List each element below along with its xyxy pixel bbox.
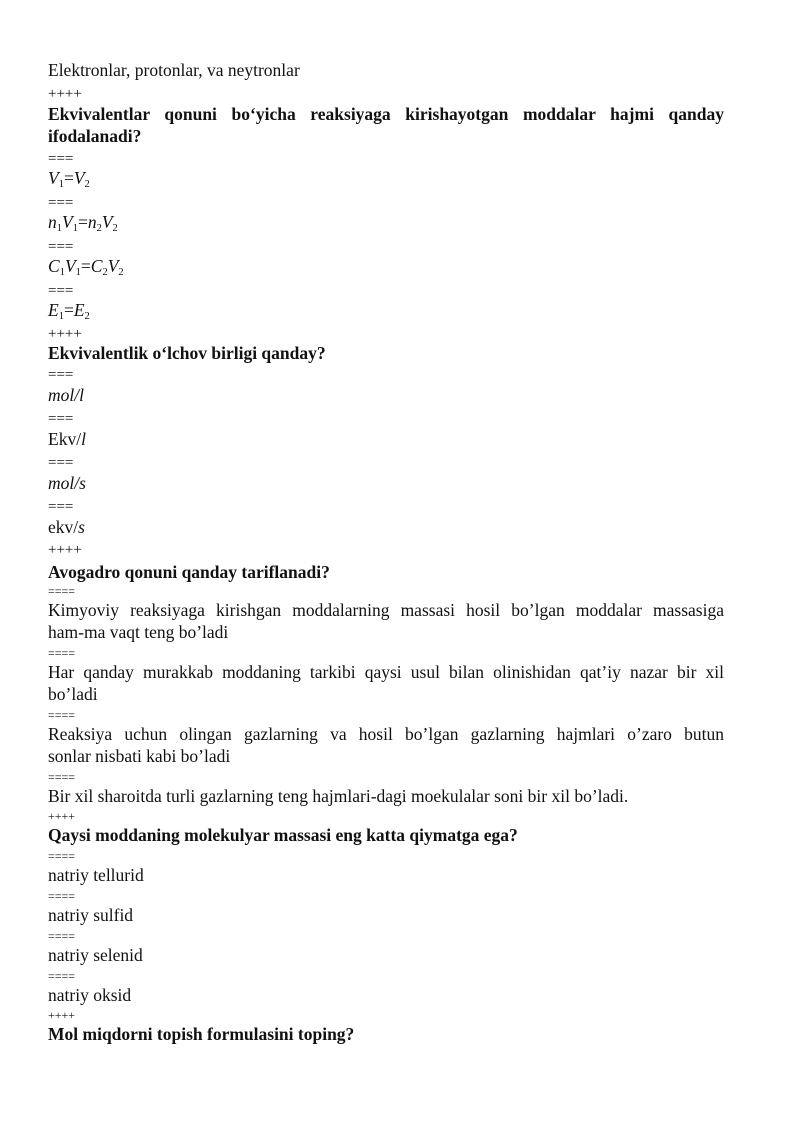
formula-part: V [62, 212, 73, 232]
formula-subscript: 2 [96, 223, 102, 234]
formula-part: C [90, 256, 103, 276]
answer-text: natriy tellurid [48, 865, 144, 885]
answer-text: mol/s [48, 473, 86, 493]
formula-part: V [64, 256, 76, 276]
answer-text: natriy sulfid [48, 905, 134, 925]
formula-part: n [87, 212, 97, 232]
question-text: Avogadro qonuni qanday tariflanadi? [48, 562, 330, 582]
separator: ==== [48, 708, 76, 722]
separator: ==== [48, 849, 76, 863]
separator: ==== [48, 646, 76, 660]
formula [48, 255, 724, 277]
answer-part: s [78, 517, 85, 537]
answer-text: ham-ma vaqt teng bo’ladi [48, 622, 229, 642]
formula-equals: = [77, 212, 88, 232]
formula-part: E [48, 300, 59, 320]
formula-subscript: 2 [112, 223, 118, 234]
formula-part: V [107, 256, 119, 276]
question-text: ifodalanadi? [48, 126, 142, 146]
separator: === [48, 411, 74, 427]
separator: ==== [48, 889, 76, 903]
formula-subscript: 1 [58, 311, 64, 322]
separator: ==== [48, 584, 76, 598]
answer-text: bo’ladi [48, 684, 98, 704]
separator: === [48, 151, 74, 167]
formula-subscript: 1 [59, 267, 65, 278]
answer-text [48, 516, 724, 538]
separator: === [48, 499, 74, 515]
formula-part: V [48, 168, 59, 188]
separator: ++++ [48, 86, 82, 102]
formula-part: n [48, 212, 57, 232]
formula-subscript: 1 [75, 267, 81, 278]
formula-subscript: 2 [84, 179, 90, 190]
answer-part: l [81, 429, 86, 449]
answer-text: mol/l [48, 385, 84, 405]
question-line: Ekvivalentlar qonuni bo‘yicha reaksiyaga kirishayotgan moddalar hajmi qanday [48, 104, 724, 124]
formula-subscript: 2 [84, 311, 90, 322]
separator: === [48, 239, 74, 255]
formula-subscript: 2 [102, 267, 108, 278]
formula-subscript: 1 [56, 223, 62, 234]
answer-text: natriy oksid [48, 985, 132, 1005]
separator: === [48, 195, 74, 211]
question-text: Mol miqdorni topish formulasini toping? [48, 1024, 355, 1044]
separator: ++++ [48, 1008, 76, 1022]
formula-equals: = [63, 300, 74, 320]
separator: ==== [48, 929, 76, 943]
separator: ++++ [48, 809, 76, 823]
formula [48, 211, 724, 233]
formula [48, 299, 724, 321]
separator: ++++ [48, 326, 82, 342]
answer-text: sonlar nisbati kabi bo’ladi [48, 746, 231, 766]
formula-part: V [73, 168, 85, 188]
separator: === [48, 455, 74, 471]
question-text: Ekvivalentlik o‘lchov birligi qanday? [48, 343, 326, 363]
answer-text: Reaksiya uchun olingan gazlarning va hosil bo’lgan gazlarning hajmlari o’zaro butun [48, 724, 724, 744]
formula-subscript: 1 [58, 179, 64, 190]
answer-text [48, 428, 724, 450]
formula-part: V [101, 212, 113, 232]
separator: ==== [48, 969, 76, 983]
separator: ==== [48, 770, 76, 784]
formula-equals: = [63, 168, 74, 188]
question-text [48, 103, 724, 125]
answer-text: natriy selenid [48, 945, 143, 965]
answer-text: Har qanday murakkab moddaning tarkibi qaysi usul bilan olinishidan qat’iy nazar bir xil [48, 662, 724, 682]
separator: ++++ [48, 542, 82, 558]
question-text: Qaysi moddaning molekulyar massasi eng katta qiymatga ega? [48, 825, 518, 845]
formula [48, 167, 724, 189]
answer-text: Bir xil sharoitda turli gazlarning teng hajmlari-dagi moekulalar soni bir xil bo’ladi. [48, 786, 629, 806]
separator: === [48, 283, 74, 299]
answer-part: ekv/ [48, 517, 79, 537]
formula-part: E [73, 300, 85, 320]
formula-equals: = [80, 256, 91, 276]
formula-part: C [48, 256, 60, 276]
answer-part: Ekv/ [48, 429, 82, 449]
separator: === [48, 367, 74, 383]
formula-subscript: 2 [118, 267, 124, 278]
formula-subscript: 1 [72, 223, 78, 234]
answer-text: Kimyoviy reaksiyaga kirishgan moddalarning massasi hosil bo’lgan moddalar massasiga [48, 600, 724, 620]
answer-text: Elektronlar, protonlar, va neytronlar [48, 60, 300, 80]
